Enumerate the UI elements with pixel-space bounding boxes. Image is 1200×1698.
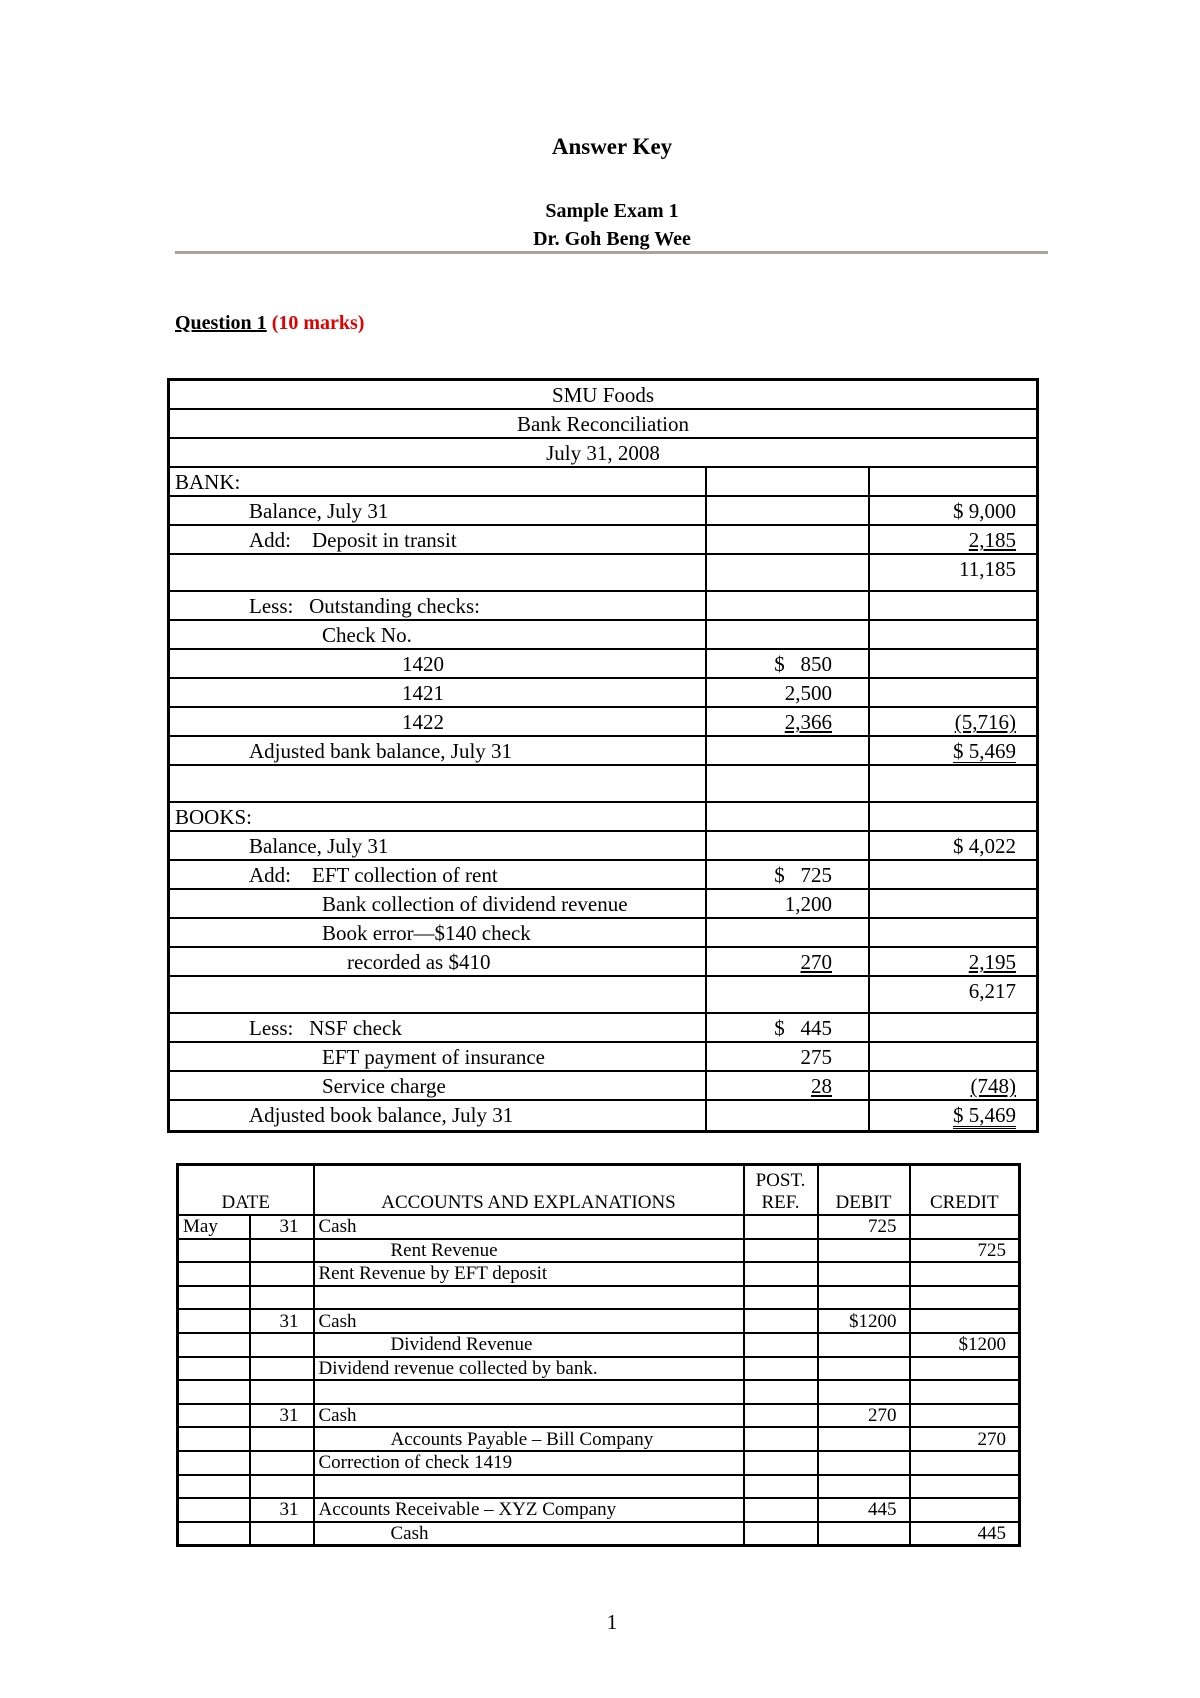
recon-row — [170, 737, 1036, 766]
journal-month — [178, 1498, 250, 1522]
journal-debit — [818, 1357, 910, 1381]
journal-account: Cash — [314, 1309, 744, 1333]
recon-row — [170, 1014, 1036, 1043]
journal-month — [178, 1475, 250, 1499]
journal-post-ref — [744, 1404, 818, 1428]
recon-row-total — [870, 497, 1036, 524]
journal-account: Correction of check 1419 — [314, 1451, 744, 1475]
header-credit: CREDIT — [910, 1165, 1020, 1216]
recon-row-amount — [707, 526, 870, 553]
journal-header-row — [178, 1165, 1020, 1216]
journal-day — [250, 1427, 314, 1451]
header-accounts: ACCOUNTS AND EXPLANATIONS — [314, 1165, 744, 1216]
recon-row-amount — [707, 1072, 870, 1099]
journal-day — [250, 1475, 314, 1499]
journal-debit — [818, 1286, 910, 1310]
recon-row-label: Adjusted book balance, July 31 — [170, 1101, 707, 1130]
journal-account: Accounts Receivable – XYZ Company — [314, 1498, 744, 1522]
recon-row-amount — [707, 890, 870, 917]
journal-row — [178, 1286, 1020, 1310]
recon-row-label: BANK: — [170, 468, 707, 495]
journal-credit — [910, 1451, 1020, 1475]
recon-company: SMU Foods — [170, 381, 1036, 410]
recon-row-total — [870, 890, 1036, 917]
journal-credit — [910, 1309, 1020, 1333]
recon-row-total — [870, 832, 1036, 859]
journal-debit — [818, 1333, 910, 1357]
recon-total-value: 6,217 — [968, 979, 1016, 1003]
recon-row-label: BOOKS: — [170, 803, 707, 830]
journal-account: Rent Revenue by EFT deposit — [314, 1262, 744, 1286]
journal-credit — [910, 1475, 1020, 1499]
recon-row-label: Balance, July 31 — [170, 832, 707, 859]
journal-month — [178, 1451, 250, 1475]
journal-row — [178, 1404, 1020, 1428]
journal-account: Dividend Revenue — [314, 1333, 744, 1357]
journal-day — [250, 1522, 314, 1546]
recon-row-amount — [707, 861, 870, 888]
recon-row-total — [870, 1072, 1036, 1099]
recon-row-total — [870, 1014, 1036, 1041]
journal-debit: 270 — [818, 1404, 910, 1428]
recon-row-label: recorded as $410 — [170, 948, 707, 975]
recon-row-amount — [707, 497, 870, 524]
journal-debit: $1200 — [818, 1309, 910, 1333]
journal-day — [250, 1380, 314, 1404]
recon-amount-value: $ 445 — [774, 1016, 832, 1040]
recon-total-value: 11,185 — [959, 557, 1016, 581]
recon-total-value: 2,185 — [968, 528, 1016, 552]
recon-row-amount — [707, 1101, 870, 1130]
recon-row-label: Check No. — [170, 621, 707, 648]
recon-row-label: 1421 — [170, 679, 707, 706]
header-debit: DEBIT — [818, 1165, 910, 1216]
journal-row — [178, 1427, 1020, 1451]
header-date: DATE — [178, 1165, 314, 1216]
recon-total-value: 2,195 — [968, 950, 1016, 974]
journal-post-ref — [744, 1239, 818, 1263]
journal-account: Rent Revenue — [314, 1239, 744, 1263]
journal-account — [314, 1286, 744, 1310]
recon-row — [170, 592, 1036, 621]
recon-row-label: Book error—$140 check — [170, 919, 707, 946]
recon-amount-value: $ 850 — [774, 652, 832, 676]
journal-day — [250, 1357, 314, 1381]
question-heading — [175, 312, 364, 335]
recon-amount-value: 2,500 — [784, 681, 832, 705]
recon-row-label: Add: EFT collection of rent — [170, 861, 707, 888]
recon-row-label: Balance, July 31 — [170, 497, 707, 524]
recon-row-label: 1422 — [170, 708, 707, 735]
journal-post-ref — [744, 1522, 818, 1546]
recon-row-amount — [707, 977, 870, 1012]
journal-month — [178, 1380, 250, 1404]
recon-row-total — [870, 737, 1036, 764]
journal-day: 31 — [250, 1404, 314, 1428]
recon-row-amount — [707, 679, 870, 706]
journal-row — [178, 1475, 1020, 1499]
recon-row-label — [170, 977, 707, 1012]
recon-row-amount — [707, 948, 870, 975]
journal-day — [250, 1239, 314, 1263]
recon-row — [170, 526, 1036, 555]
journal-post-ref — [744, 1286, 818, 1310]
recon-total-value: $ 9,000 — [953, 499, 1016, 523]
recon-row-label: EFT payment of insurance — [170, 1043, 707, 1070]
journal-day — [250, 1262, 314, 1286]
recon-row-amount — [707, 737, 870, 764]
recon-total-value: $ 5,469 — [953, 1103, 1016, 1127]
journal-debit: 725 — [818, 1215, 910, 1239]
journal-account: Cash — [314, 1215, 744, 1239]
recon-row-amount — [707, 766, 870, 801]
journal-post-ref — [744, 1357, 818, 1381]
recon-row-label: Add: Deposit in transit — [170, 526, 707, 553]
recon-row-total — [870, 621, 1036, 648]
journal-credit — [910, 1357, 1020, 1381]
recon-row — [170, 1072, 1036, 1101]
recon-row-total — [870, 977, 1036, 1012]
bank-reconciliation-table — [167, 378, 1039, 1133]
journal-row — [178, 1333, 1020, 1357]
journal-account: Cash — [314, 1404, 744, 1428]
journal-credit — [910, 1404, 1020, 1428]
recon-amount-value: 2,366 — [784, 710, 832, 734]
journal-day — [250, 1451, 314, 1475]
journal-row — [178, 1239, 1020, 1263]
journal-month — [178, 1239, 250, 1263]
recon-amount-value: 270 — [800, 950, 832, 974]
recon-row — [170, 555, 1036, 592]
journal-month — [178, 1286, 250, 1310]
journal-post-ref — [744, 1262, 818, 1286]
journal-row — [178, 1262, 1020, 1286]
recon-row-label: Less: Outstanding checks: — [170, 592, 707, 619]
journal-month — [178, 1404, 250, 1428]
recon-row-amount — [707, 832, 870, 859]
recon-row-amount — [707, 621, 870, 648]
recon-row-total — [870, 1101, 1036, 1130]
recon-total-value: $ 5,469 — [953, 739, 1016, 763]
recon-row-total — [870, 803, 1036, 830]
question-marks: (10 marks) — [271, 312, 365, 334]
journal-credit: 725 — [910, 1239, 1020, 1263]
recon-total-value: (5,716) — [954, 710, 1016, 734]
journal-debit — [818, 1522, 910, 1546]
recon-statement-name: Bank Reconciliation — [170, 410, 1036, 439]
journal-month — [178, 1309, 250, 1333]
document-title: Answer Key — [551, 134, 673, 159]
journal-row — [178, 1357, 1020, 1381]
journal-post-ref — [744, 1427, 818, 1451]
journal-post-ref — [744, 1309, 818, 1333]
recon-row — [170, 621, 1036, 650]
journal-month — [178, 1522, 250, 1546]
recon-row-amount — [707, 468, 870, 495]
journal-day: 31 — [250, 1215, 314, 1239]
journal-row — [178, 1498, 1020, 1522]
journal-row — [178, 1522, 1020, 1546]
recon-row — [170, 832, 1036, 861]
journal-month — [178, 1333, 250, 1357]
recon-row-total — [870, 650, 1036, 677]
recon-row — [170, 861, 1036, 890]
journal-post-ref — [744, 1333, 818, 1357]
recon-row-total — [870, 766, 1036, 801]
journal-debit — [818, 1451, 910, 1475]
recon-row-amount — [707, 650, 870, 677]
recon-row — [170, 497, 1036, 526]
journal-post-ref — [744, 1380, 818, 1404]
recon-row-label: Service charge — [170, 1072, 707, 1099]
journal-day — [250, 1286, 314, 1310]
recon-row — [170, 803, 1036, 832]
recon-row-label: Less: NSF check — [170, 1014, 707, 1041]
journal-post-ref — [744, 1215, 818, 1239]
recon-total-value: $ 4,022 — [953, 834, 1016, 858]
recon-row — [170, 650, 1036, 679]
document-subtitle-block — [0, 197, 1200, 253]
recon-row-total — [870, 592, 1036, 619]
recon-amount-value: 28 — [811, 1074, 832, 1098]
recon-row-amount — [707, 592, 870, 619]
recon-row-total — [870, 526, 1036, 553]
journal-day: 31 — [250, 1498, 314, 1522]
journal-month — [178, 1357, 250, 1381]
recon-row-total — [870, 919, 1036, 946]
journal-credit — [910, 1262, 1020, 1286]
recon-row-total — [870, 708, 1036, 735]
recon-row — [170, 766, 1036, 803]
journal-credit: 270 — [910, 1427, 1020, 1451]
recon-row-total — [870, 468, 1036, 495]
journal-account: Dividend revenue collected by bank. — [314, 1357, 744, 1381]
recon-total-value: (748) — [970, 1074, 1016, 1098]
journal-row — [178, 1215, 1020, 1239]
recon-row-total — [870, 555, 1036, 590]
journal-row — [178, 1380, 1020, 1404]
page-number: 1 — [606, 1610, 618, 1634]
author-name: Dr. Goh Beng Wee — [533, 228, 691, 250]
journal-debit — [818, 1380, 910, 1404]
journal-credit: $1200 — [910, 1333, 1020, 1357]
recon-row-amount — [707, 708, 870, 735]
journal-post-ref — [744, 1451, 818, 1475]
journal-account: Accounts Payable – Bill Company — [314, 1427, 744, 1451]
recon-amount-value: 275 — [800, 1045, 832, 1069]
journal-credit — [910, 1380, 1020, 1404]
journal-debit — [818, 1475, 910, 1499]
journal-debit — [818, 1262, 910, 1286]
journal-month: May — [178, 1215, 250, 1239]
journal-account — [314, 1380, 744, 1404]
recon-row-label — [170, 766, 707, 801]
recon-date: July 31, 2008 — [170, 439, 1036, 468]
recon-row — [170, 679, 1036, 708]
header-post-ref: POST. REF. — [744, 1165, 818, 1216]
question-label: Question 1 — [175, 312, 267, 334]
journal-credit — [910, 1286, 1020, 1310]
recon-row — [170, 1101, 1036, 1130]
header-divider — [175, 251, 1048, 254]
recon-amount-value: 1,200 — [784, 892, 832, 916]
recon-row — [170, 948, 1036, 977]
recon-row-amount — [707, 1014, 870, 1041]
journal-entries-table — [176, 1163, 1021, 1547]
recon-row-total — [870, 948, 1036, 975]
journal-month — [178, 1262, 250, 1286]
recon-row — [170, 708, 1036, 737]
journal-account: Cash — [314, 1522, 744, 1546]
recon-row — [170, 890, 1036, 919]
journal-day: 31 — [250, 1309, 314, 1333]
recon-row-amount — [707, 1043, 870, 1070]
recon-row-total — [870, 861, 1036, 888]
exam-name: Sample Exam 1 — [545, 200, 679, 222]
journal-row — [178, 1451, 1020, 1475]
journal-credit: 445 — [910, 1522, 1020, 1546]
recon-row-label: Bank collection of dividend revenue — [170, 890, 707, 917]
recon-row-amount — [707, 919, 870, 946]
recon-row — [170, 977, 1036, 1014]
recon-row — [170, 468, 1036, 497]
journal-debit — [818, 1239, 910, 1263]
recon-row-amount — [707, 555, 870, 590]
journal-debit — [818, 1427, 910, 1451]
journal-credit — [910, 1215, 1020, 1239]
recon-row — [170, 1043, 1036, 1072]
recon-row-amount — [707, 803, 870, 830]
journal-post-ref — [744, 1498, 818, 1522]
journal-row — [178, 1309, 1020, 1333]
journal-post-ref — [744, 1475, 818, 1499]
recon-row-total — [870, 1043, 1036, 1070]
journal-account — [314, 1475, 744, 1499]
recon-row — [170, 919, 1036, 948]
recon-row-total — [870, 679, 1036, 706]
recon-row-label: Adjusted bank balance, July 31 — [170, 737, 707, 764]
journal-day — [250, 1333, 314, 1357]
recon-row-label: 1420 — [170, 650, 707, 677]
journal-month — [178, 1427, 250, 1451]
recon-row-label — [170, 555, 707, 590]
journal-credit — [910, 1498, 1020, 1522]
journal-debit: 445 — [818, 1498, 910, 1522]
recon-amount-value: $ 725 — [774, 863, 832, 887]
